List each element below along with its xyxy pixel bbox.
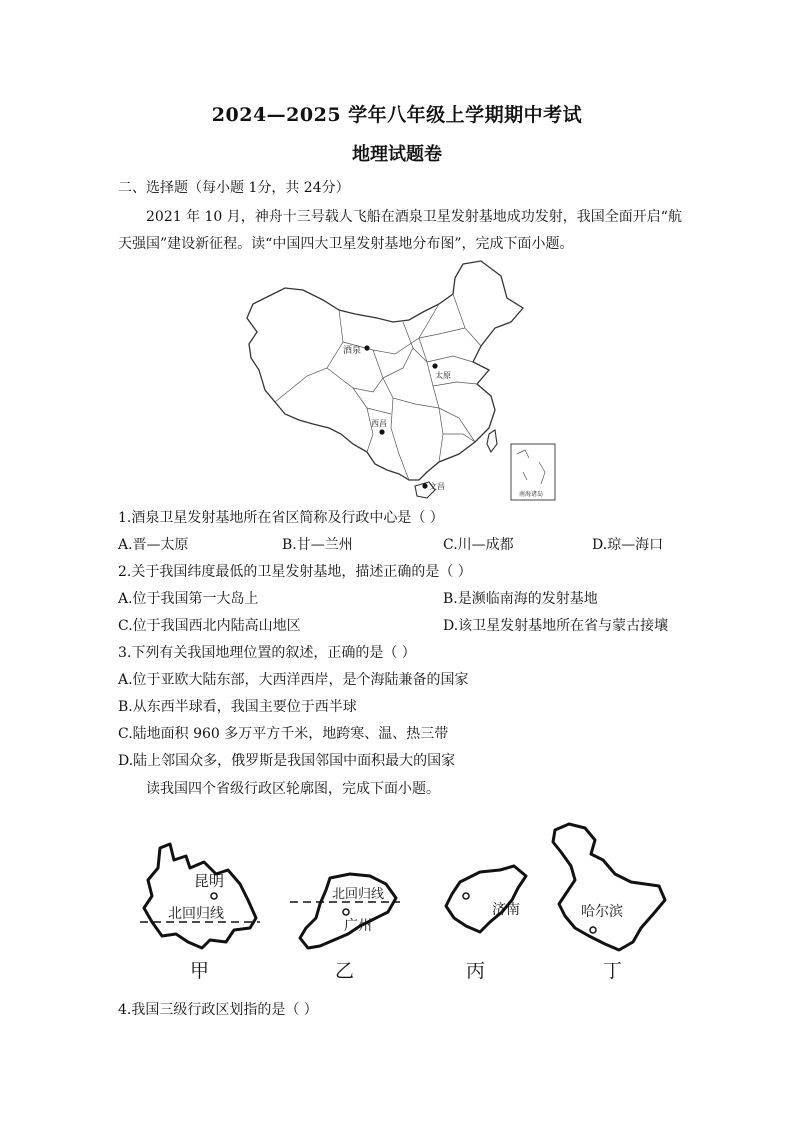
- question-1-option-a: A.晋—太原: [118, 537, 189, 553]
- yi-tropic-label: 北回归线: [332, 887, 385, 902]
- province-ding-outline: [545, 820, 675, 960]
- province-bing-outline: [440, 862, 540, 942]
- question-3-option-d: D.陆上邻国众多，俄罗斯是我国邻国中面积最大的国家: [118, 753, 456, 769]
- question-1-option-b: B.甘—兰州: [282, 537, 353, 553]
- taiwan-island: [487, 430, 497, 452]
- intro-line-1: 2021 年 10 月，神舟十三号载人飞船在酒泉卫星发射基地成功发射，我国全面开启“航: [146, 209, 682, 225]
- province-jia-label: 甲: [190, 960, 210, 982]
- jiuquan-label: 酒泉: [343, 346, 362, 356]
- wenchang-label: 文昌: [429, 482, 445, 491]
- question-4-stem: 4.我国三级行政区划指的是（ ）: [118, 1002, 318, 1018]
- jinan-label: 济南: [492, 902, 520, 918]
- question-2-stem: 2.关于我国纬度最低的卫星发射基地，描述正确的是（ ）: [118, 564, 472, 580]
- question-2-option-d: D.该卫星发射基地所在省与蒙古接壤: [443, 618, 669, 634]
- question-2-option-c: C.位于我国西北内陆高山地区: [118, 618, 301, 634]
- xichang-point: [379, 429, 384, 434]
- province-read-prompt: 读我国四个省级行政区轮廓图，完成下面小题。: [146, 781, 440, 797]
- xichang-label: 西昌: [371, 419, 387, 428]
- china-satellite-base-map: [243, 258, 563, 508]
- question-3-option-b: B.从东西半球看，我国主要位于西半球: [118, 699, 357, 715]
- taiyuan-label: 太原: [435, 371, 451, 380]
- question-1-option-c: C.川—成都: [443, 537, 514, 553]
- exam-subtitle: 地理试题卷: [352, 144, 442, 165]
- kunming-label: 昆明: [194, 872, 225, 890]
- province-jia-outline: [130, 838, 280, 968]
- section-heading: 二、选择题（每小题 1分，共 24分）: [118, 180, 350, 196]
- taiyuan-point: [432, 363, 437, 368]
- question-1-stem: 1.酒泉卫星发射基地所在省区简称及行政中心是（ ）: [118, 510, 444, 526]
- province-ding-label: 丁: [603, 960, 623, 982]
- guangzhou-label: 广州: [344, 918, 372, 934]
- question-2-option-a: A.位于我国第一大岛上: [118, 591, 259, 607]
- question-2-option-b: B.是濒临南海的发射基地: [443, 591, 598, 607]
- province-yi-label: 乙: [335, 960, 355, 982]
- question-3-option-c: C.陆地面积 960 多万平方千米，地跨寒、温、热三带: [118, 726, 449, 742]
- exam-title: 2024—2025 学年八年级上学期期中考试: [211, 104, 583, 126]
- question-1-option-d: D.琼—海口: [592, 537, 664, 553]
- china-outline: [247, 261, 523, 480]
- inset-label: 南海诸岛: [519, 491, 544, 498]
- jiuquan-point: [364, 345, 369, 350]
- province-yi-outline: [290, 868, 410, 958]
- province-bing-label: 丙: [466, 960, 486, 982]
- jia-tropic-label: 北回归线: [168, 906, 224, 922]
- question-3-option-a: A.位于亚欧大陆东部，大西洋西岸，是个海陆兼备的国家: [118, 672, 469, 688]
- harbin-label: 哈尔滨: [581, 904, 623, 920]
- question-3-stem: 3.下列有关我国地理位置的叙述，正确的是（ ）: [118, 645, 416, 661]
- wenchang-point: [422, 483, 427, 488]
- intro-line-2: 天强国”建设新征程。读“中国四大卫星发射基地分布图”，完成下面小题。: [118, 236, 574, 252]
